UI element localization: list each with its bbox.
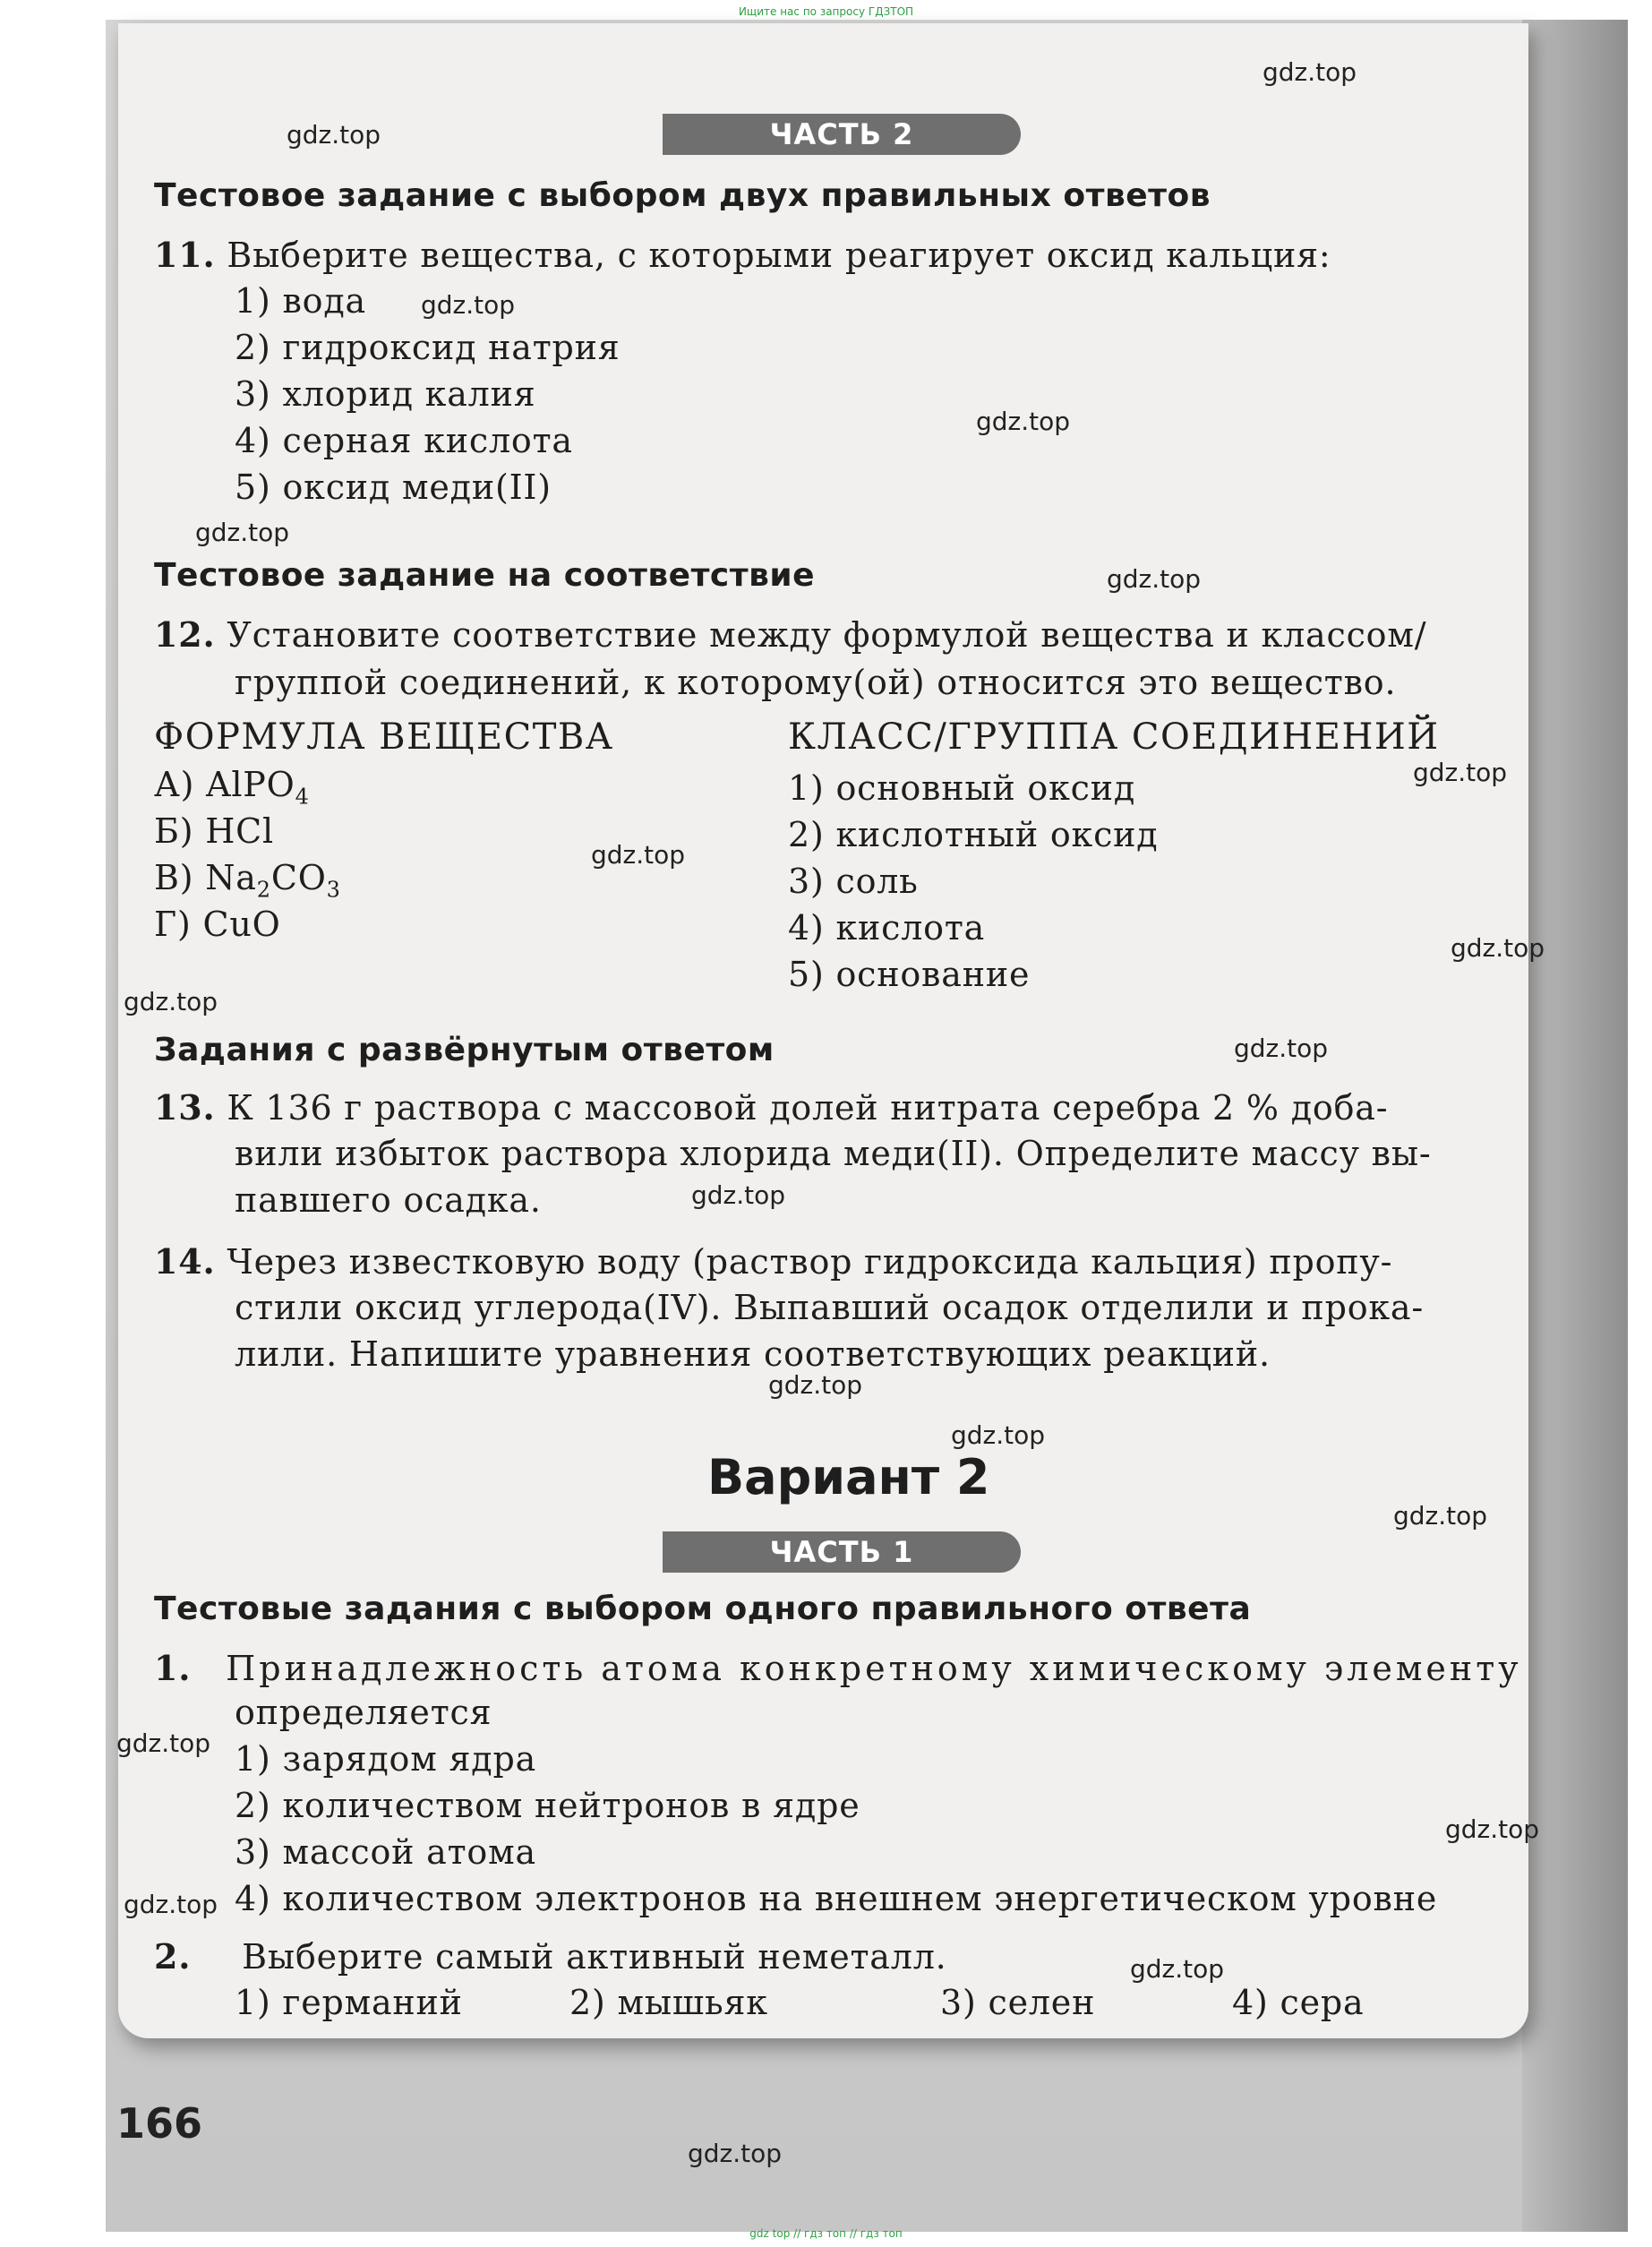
q12-formula-g: Г) CuO (154, 905, 281, 944)
watermark: gdz.top (1234, 1033, 1329, 1063)
page-number: 166 (116, 2099, 203, 2148)
formula-v-sub1: 2 (256, 877, 271, 903)
q1-option: 2) количеством нейтронов в ядре (235, 1786, 860, 1825)
watermark: gdz.top (951, 1420, 1046, 1450)
q12-formula-b: Б) HCl (154, 811, 274, 851)
q2-option: 3) селен (940, 1983, 1096, 2022)
q11-option: 3) хлорид калия (235, 374, 536, 414)
q14-number: 14. (154, 1241, 216, 1282)
q13-line3: павшего осадка. (235, 1180, 542, 1220)
variant-title: Вариант 2 (707, 1449, 990, 1505)
watermark: gdz.top (1451, 933, 1545, 963)
watermark: gdz.top (421, 290, 516, 320)
q13-text-1: К 136 г раствора с массовой долей нитрата серебра 2 % доба- (227, 1088, 1389, 1128)
watermark: gdz.top (1413, 758, 1508, 787)
q12-class: 1) основный оксид (788, 768, 1136, 808)
formula-v-sub2: 3 (326, 877, 341, 903)
formula-a-text: А) AlPO (154, 765, 295, 804)
watermark: gdz.top (688, 2139, 783, 2168)
q12-class: 5) основание (788, 955, 1031, 994)
q12-col-class: КЛАСС/ГРУППА СОЕДИНЕНИЙ (788, 716, 1440, 758)
watermark: gdz.top (1393, 1501, 1488, 1531)
q12-class: 3) соль (788, 862, 919, 901)
q2-number: 2. (154, 1936, 192, 1977)
q13-line1 (154, 1087, 1388, 1128)
watermark: gdz.top (1107, 564, 1202, 594)
q2-option: 1) германий (235, 1983, 463, 2022)
q11-option: 5) оксид меди(II) (235, 467, 552, 507)
q14-line3: лили. Напишите уравнения соответствующих реакций. (235, 1334, 1271, 1374)
q11-option: 1) вода (235, 281, 367, 321)
q14-text-1: Через известковую воду (раствор гидроксида кальция) пропу- (227, 1242, 1393, 1282)
q12-line2: группой соединений, к которому(ой) относится это вещество. (235, 663, 1397, 702)
q11-option: 2) гидроксид натрия (235, 328, 621, 367)
q1-line1 (154, 1648, 1522, 1688)
page-card (118, 23, 1528, 2038)
q2-line (154, 1936, 947, 1977)
formula-v-mid: CO (270, 858, 327, 897)
q12-class: 2) кислотный оксид (788, 815, 1159, 854)
q11-text (154, 235, 1331, 275)
watermark: gdz.top (195, 518, 290, 547)
watermark: gdz.top (287, 120, 381, 150)
part2-heading-two-answers: Тестовое задание с выбором двух правильных ответов (154, 177, 1211, 214)
q12-class: 4) кислота (788, 908, 986, 948)
q14-line2: стили оксид углерода(IV). Выпавший осадок отделили и прока- (235, 1288, 1425, 1327)
q2-option: 4) сера (1232, 1983, 1365, 2022)
q11-number: 11. (154, 235, 216, 275)
q12-text (154, 614, 1426, 655)
q14-line1 (154, 1241, 1392, 1282)
q2-text: Выберите самый активный неметалл. (242, 1937, 947, 1977)
watermark: gdz.top (768, 1370, 863, 1400)
part1-heading: Тестовые задания с выбором одного правильного ответа (154, 1591, 1252, 1627)
q13-number: 13. (154, 1087, 216, 1128)
watermark: gdz.top (591, 840, 686, 870)
part2-heading-matching: Тестовое задание на соответствие (154, 557, 816, 594)
watermark: gdz.top (1130, 1954, 1225, 1984)
watermark: gdz.top (976, 407, 1071, 436)
q11-option: 4) серная кислота (235, 421, 573, 460)
part2-heading-extended: Задания с развёрнутым ответом (154, 1032, 775, 1068)
q1-option: 4) количеством электронов на внешнем энергетическом уровне (235, 1879, 1438, 1918)
q13-line2: вили избыток раствора хлорида меди(II). Определите массу вы- (235, 1134, 1432, 1173)
watermark: gdz.top (691, 1180, 786, 1210)
q12-col-formula: ФОРМУЛА ВЕЩЕСТВА (154, 716, 614, 758)
formula-v-text: В) Na (154, 858, 257, 897)
part1-pill: ЧАСТЬ 1 (663, 1531, 1021, 1573)
q1-number: 1. (154, 1648, 192, 1688)
part2-pill: ЧАСТЬ 2 (663, 114, 1021, 155)
q1-line2: определяется (235, 1693, 492, 1732)
watermark: gdz.top (116, 1728, 211, 1758)
formula-a-subscript: 4 (295, 784, 310, 810)
q11-prompt: Выберите вещества, с которыми реагирует оксид кальция: (227, 236, 1331, 275)
q1-option: 3) массой атома (235, 1832, 536, 1872)
scan-edge-shadow (1522, 20, 1628, 2232)
q12-formula-a (154, 765, 310, 810)
watermark: gdz.top (1263, 57, 1357, 87)
top-note: Ищите нас по запросу ГДЗТОП (738, 5, 914, 18)
q12-number: 12. (154, 614, 216, 655)
q2-option: 2) мышьяк (569, 1983, 768, 2022)
bottom-note: gdz top // гдз топ // гдз топ (749, 2227, 903, 2240)
q1-option: 1) зарядом ядра (235, 1739, 537, 1779)
q1-text-1: Принадлежность атома конкретному химическому элементу (226, 1649, 1522, 1688)
q12-line1: Установите соответствие между формулой вещества и классом/ (227, 615, 1427, 655)
watermark: gdz.top (124, 1890, 218, 1919)
q12-formula-v (154, 858, 341, 903)
watermark: gdz.top (124, 987, 218, 1016)
watermark: gdz.top (1445, 1814, 1540, 1844)
